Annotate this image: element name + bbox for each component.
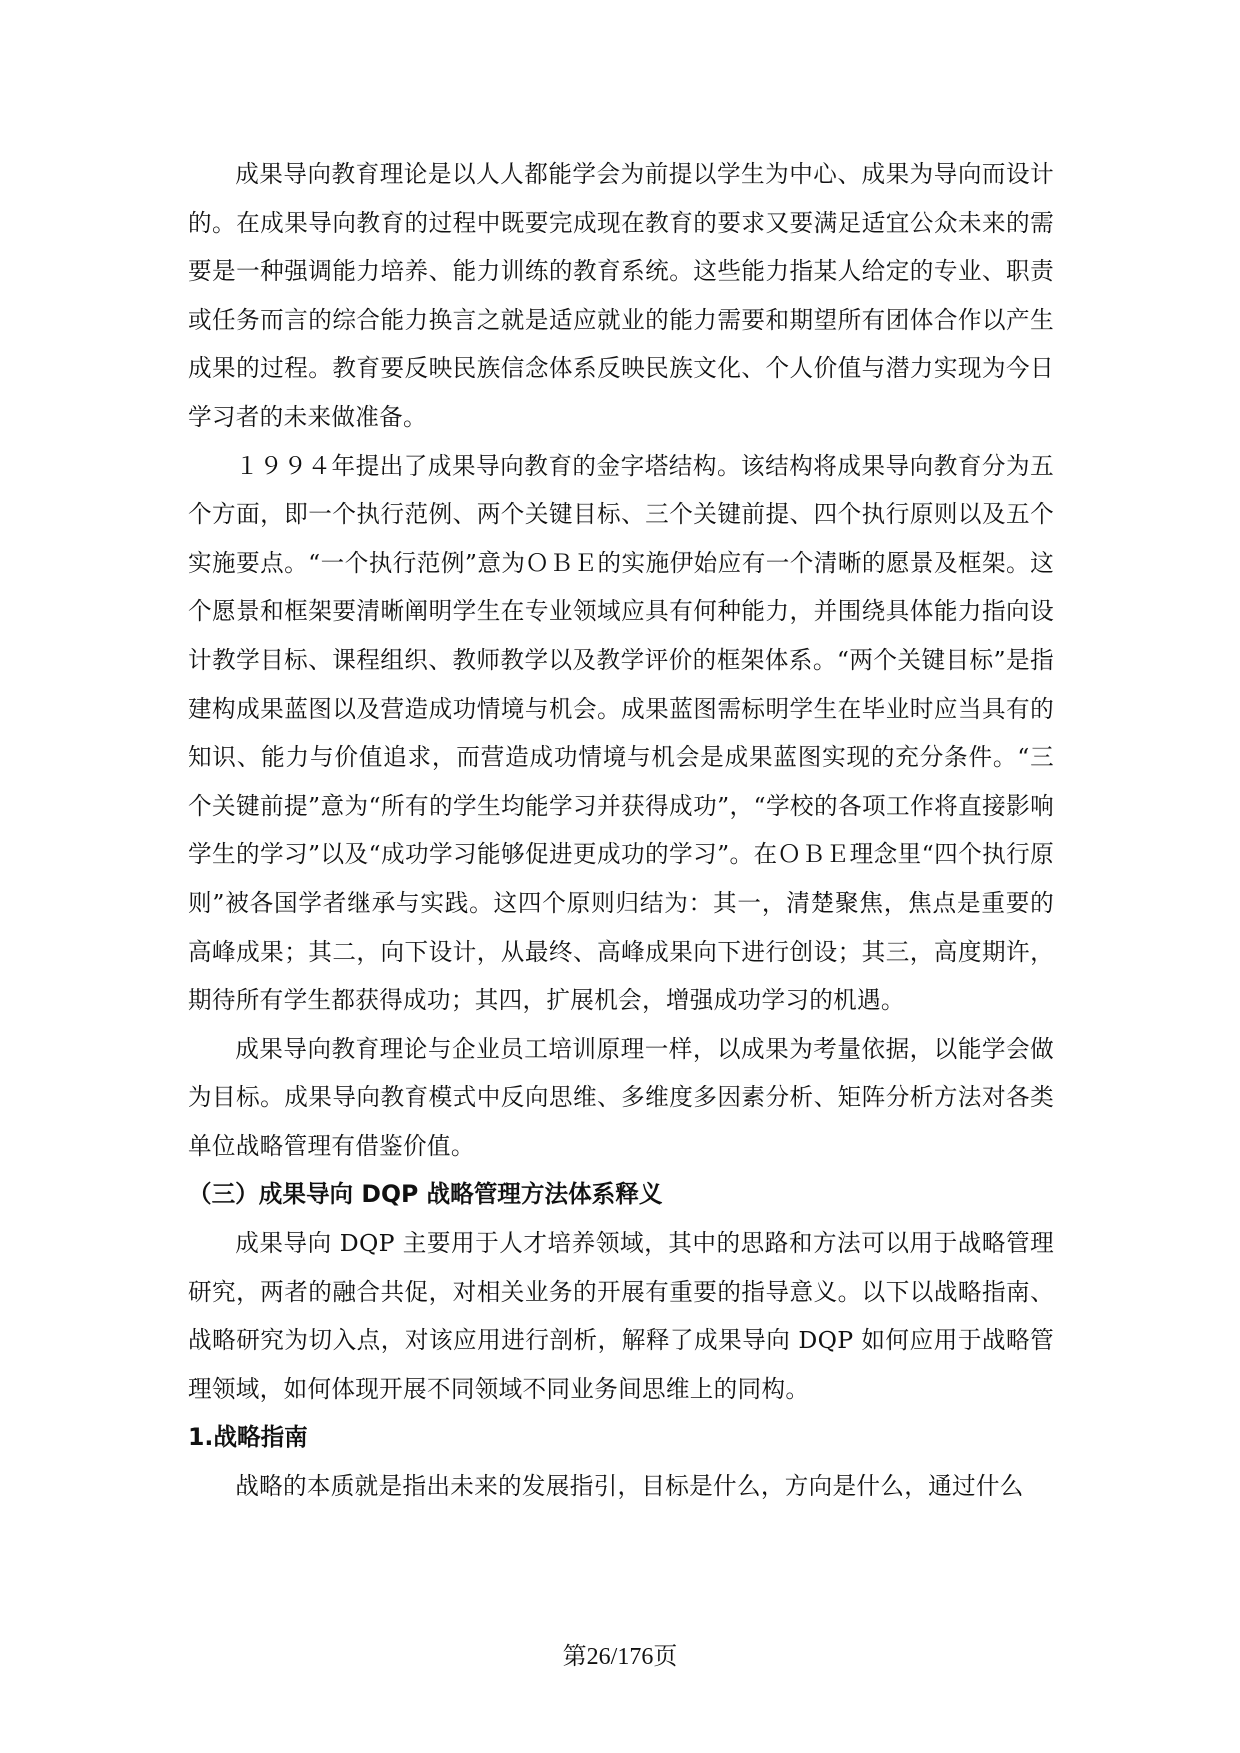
- subsection-heading-strategy-guide: 1.战略指南: [188, 1423, 308, 1452]
- paragraph-enterprise-training: 成果导向教育理论与企业员工培训原理一样，以成果为考量依据，以能学会做为目标。成果导向教育模式中反向思维、多维度多因素分析、矩阵分析方法对各类单位战略管理有借鉴价值。: [188, 1034, 1054, 1160]
- paragraph-dqp-application: 成果导向 DQP 主要用于人才培养领域，其中的思路和方法可以用于战略管理研究，两者的融合共促，对相关业务的开展有重要的指导意义。以下以战略指南、战略研究为切入点，对该应用进行剖析，解释了成果导向 DQP 如何应用于战略管理领域，如何体现开展不同领域不同业务间思维上的同构。: [188, 1229, 1054, 1403]
- document-body: [188, 150, 1054, 1511]
- paragraph-obe-theory: 成果导向教育理论是以人人都能学会为前提以学生为中心、成果为导向而设计的。在成果导向教育的过程中既要完成现在教育的要求又要满足适宜公众未来的需要是一种强调能力培养、能力训练的教育系统。这些能力指某人给定的专业、职责或任务而言的综合能力换言之就是适应就业的能力需要和期望所有团体合作以产生成果的过程。教育要反映民族信念体系反映民族文化、个人价值与潜力实现为今日学习者的未来做准备。: [188, 160, 1054, 431]
- page-number: 第26/176页: [562, 1644, 678, 1670]
- section-heading-dqp: （三）成果导向 DQP 战略管理方法体系释义: [188, 1180, 663, 1209]
- paragraph-pyramid-structure: １９９４年提出了成果导向教育的金字塔结构。该结构将成果导向教育分为五个方面，即一个执行范例、两个关键目标、三个关键前提、四个执行原则以及五个实施要点。“一个执行范例”意为ＯＢＥ的实施伊始应有一个清晰的愿景及框架。这个愿景和框架要清晰阐明学生在专业领域应具有何种能力，并围绕具体能力指向设计教学目标、课程组织、教师教学以及教学评价的框架体系。“两个关键目标”是指建构成果蓝图以及营造成功情境与机会。成果蓝图需标明学生在毕业时应当具有的知识、能力与价值追求，而营造成功情境与机会是成果蓝图实现的充分条件。“三个关键前提”意为“所有的学生均能学习并获得成功”，“学校的各项工作将直接影响学生的学习”以及“成功学习能够促进更成功的学习”。在ＯＢＥ理念里“四个执行原则”被各国学者继承与实践。这四个原则归结为：其一，清楚聚焦，焦点是重要的高峰成果；其二，向下设计，从最终、高峰成果向下进行创设；其三，高度期许，期待所有学生都获得成功；其四，扩展机会，增强成功学习的机遇。: [188, 451, 1054, 1015]
- paragraph-strategy-essence: 战略的本质就是指出未来的发展指引，目标是什么，方向是什么，通过什么: [235, 1472, 1024, 1501]
